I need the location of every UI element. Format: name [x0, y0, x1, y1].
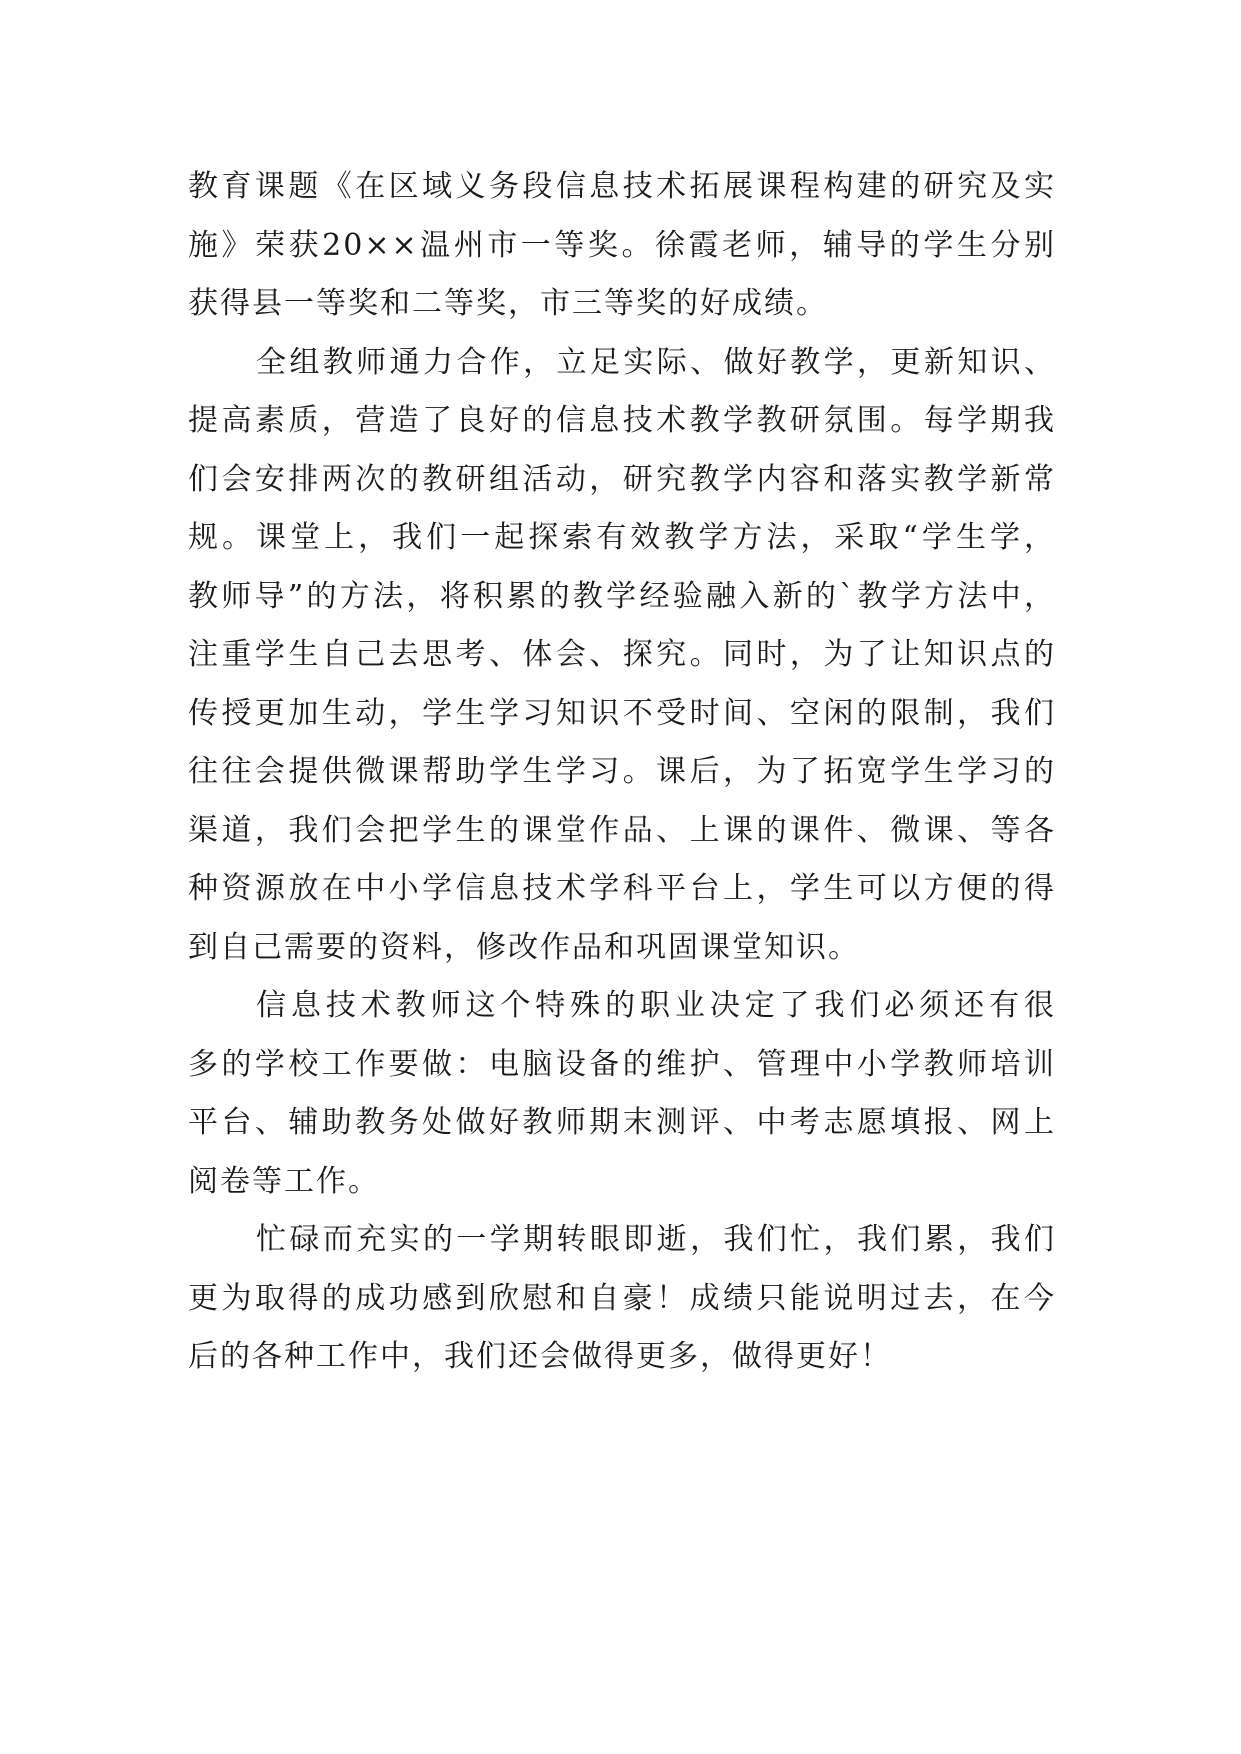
paragraph-4-line-1: 忙碌而充实的一学期转眼即逝，我们忙，我们累，我们 [256, 1222, 1056, 1257]
paragraph-2-line-5: 教师导”的方法，将积累的教学经验融入新的`教学方法中， [188, 578, 1056, 614]
paragraph-2-line-2: 提高素质，营造了良好的信息技术教学教研氛围。每学期我 [188, 403, 1056, 438]
paragraph-2-line-4: 规。课堂上，我们一起探索有效教学方法，采取“学生学， [188, 520, 1056, 555]
paragraph-2-line-6: 注重学生自己去思考、体会、探究。同时，为了让知识点的 [188, 637, 1056, 672]
paragraph-4-line-2: 更为取得的成功感到欣慰和自豪！成绩只能说明过去，在今 [188, 1280, 1056, 1316]
paragraph-2-line-10: 种资源放在中小学信息技术学科平台上，学生可以方便的得 [188, 871, 1056, 906]
paragraph-2-line-7: 传授更加生动，学生学习知识不受时间、空闲的限制，我们 [188, 695, 1056, 731]
paragraph-2-line-3: 们会安排两次的教研组活动，研究教学内容和落实教学新常 [188, 461, 1056, 497]
paragraph-2-line-8: 往往会提供微课帮助学生学习。课后，为了拓宽学生学习的 [188, 754, 1056, 789]
paragraph-1-line-3: 获得县一等奖和二等奖，市三等奖的好成绩。 [188, 286, 828, 321]
paragraph-1-line-2: 施》荣获20××温州市一等奖。徐霞老师，辅导的学生分别 [188, 227, 1056, 263]
paragraph-3-line-2: 多的学校工作要做：电脑设备的维护、管理中小学教师培训 [188, 1046, 1056, 1082]
paragraph-2-line-9: 渠道，我们会把学生的课堂作品、上课的课件、微课、等各 [188, 812, 1056, 848]
paragraph-2-line-11: 到自己需要的资料，修改作品和巩固课堂知识。 [188, 929, 860, 965]
paragraph-3-line-4: 阅卷等工作。 [188, 1163, 380, 1199]
paragraph-1-line-1: 教育课题《在区域义务段信息技术拓展课程构建的研究及实 [188, 169, 1056, 204]
paragraph-2-line-1: 全组教师通力合作，立足实际、做好教学，更新知识、 [256, 344, 1056, 380]
paragraph-3-line-1: 信息技术教师这个特殊的职业决定了我们必须还有很 [256, 988, 1056, 1023]
document-body [188, 158, 1056, 1387]
paragraph-3-line-3: 平台、辅助教务处做好教师期末测评、中考志愿填报、网上 [188, 1105, 1056, 1140]
paragraph-4-line-3: 后的各种工作中，我们还会做得更多，做得更好！ [188, 1339, 892, 1374]
